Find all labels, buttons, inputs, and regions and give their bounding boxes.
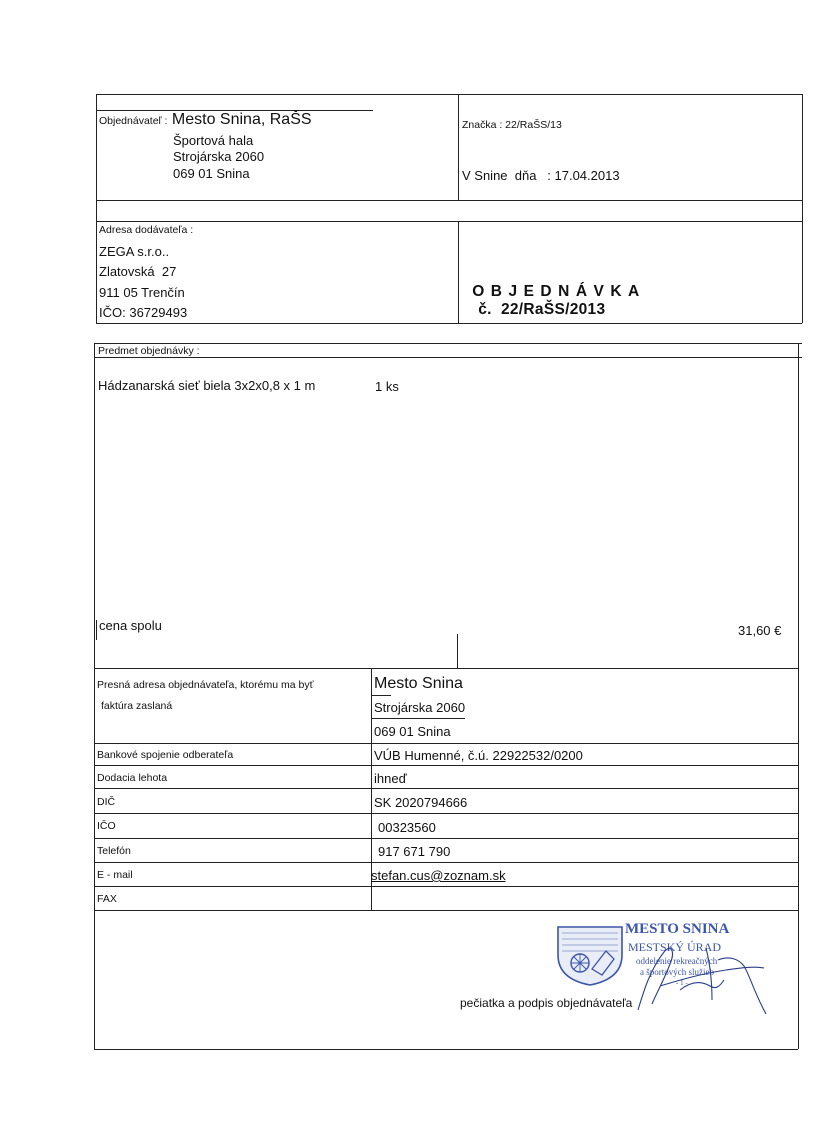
handwritten-signature	[620, 930, 780, 1020]
ico-label: IČO	[97, 820, 116, 832]
bank-label: Bankové spojenie odberateľa	[97, 749, 234, 761]
email-label: E - mail	[97, 869, 133, 881]
subject-label: Predmet objednávky :	[98, 345, 200, 357]
address-city: 069 01 Snina	[374, 724, 451, 739]
total-value: 31,60 €	[738, 623, 782, 638]
delivery-value: ihneď	[374, 771, 407, 786]
date-line: V Snine dňa : 17.04.2013	[462, 168, 620, 183]
phone-value: 917 671 790	[378, 844, 451, 859]
total-label: cena spolu	[99, 618, 162, 633]
stamp-title: MESTO SNINA	[625, 921, 730, 937]
address-street: Strojárska 2060	[374, 700, 466, 715]
fax-label: FAX	[97, 893, 117, 905]
orderer-name: Mesto Snina, RaŠS	[171, 111, 312, 128]
order-title-word: OBJEDNÁVKA	[472, 283, 646, 300]
delivery-label: Dodacia lehota	[97, 772, 168, 784]
email-value[interactable]: stefan.cus@zoznam.sk	[371, 868, 506, 883]
stamp-department-2: a športových služieb	[640, 967, 714, 977]
orderer-line3: Strojárska 2060	[173, 149, 265, 164]
item-name: Hádzanarská sieť biela 3x2x0,8 x 1 m	[98, 378, 316, 393]
ico-value: 00323560	[378, 820, 436, 835]
orderer-line2: Športová hala	[173, 133, 254, 148]
address-label-1: Presná adresa objednávateľa, ktorému ma byť	[97, 679, 314, 691]
address-name: Mesto Snina	[374, 675, 463, 692]
address-label-2: faktúra zaslaná	[101, 700, 173, 712]
stamp-number: - 1 -	[676, 979, 688, 987]
supplier-label: Adresa dodávateľa :	[99, 224, 194, 236]
dic-label: DIČ	[97, 796, 116, 808]
supplier-name: ZEGA s.r.o..	[99, 244, 170, 259]
phone-label: Telefón	[97, 845, 131, 857]
bank-value: VÚB Humenné, č.ú. 22922532/0200	[374, 748, 583, 763]
item-quantity: 1 ks	[375, 379, 399, 394]
order-title	[463, 265, 646, 319]
city-coat-of-arms-icon	[556, 925, 624, 987]
supplier-ico: IČO: 36729493	[99, 305, 188, 320]
orderer-label: Objednávateľ :	[99, 115, 168, 127]
orderer-line4: 069 01 Snina	[173, 166, 250, 181]
stamp-caption: pečiatka a podpis objednávateľa	[460, 996, 633, 1010]
supplier-street: Zlatovská 27	[99, 264, 177, 279]
mark-label: Značka : 22/RaŠS/13	[462, 119, 562, 131]
orderer-block	[99, 111, 312, 129]
stamp-office: MESTSKÝ ÚRAD	[628, 940, 722, 954]
supplier-city: 911 05 Trenčín	[99, 285, 185, 300]
stamp-department-1: oddelenie rekreačných	[636, 956, 718, 966]
order-title-number: č. 22/RaŠS/2013	[478, 301, 606, 318]
dic-value: SK 2020794666	[374, 795, 468, 810]
